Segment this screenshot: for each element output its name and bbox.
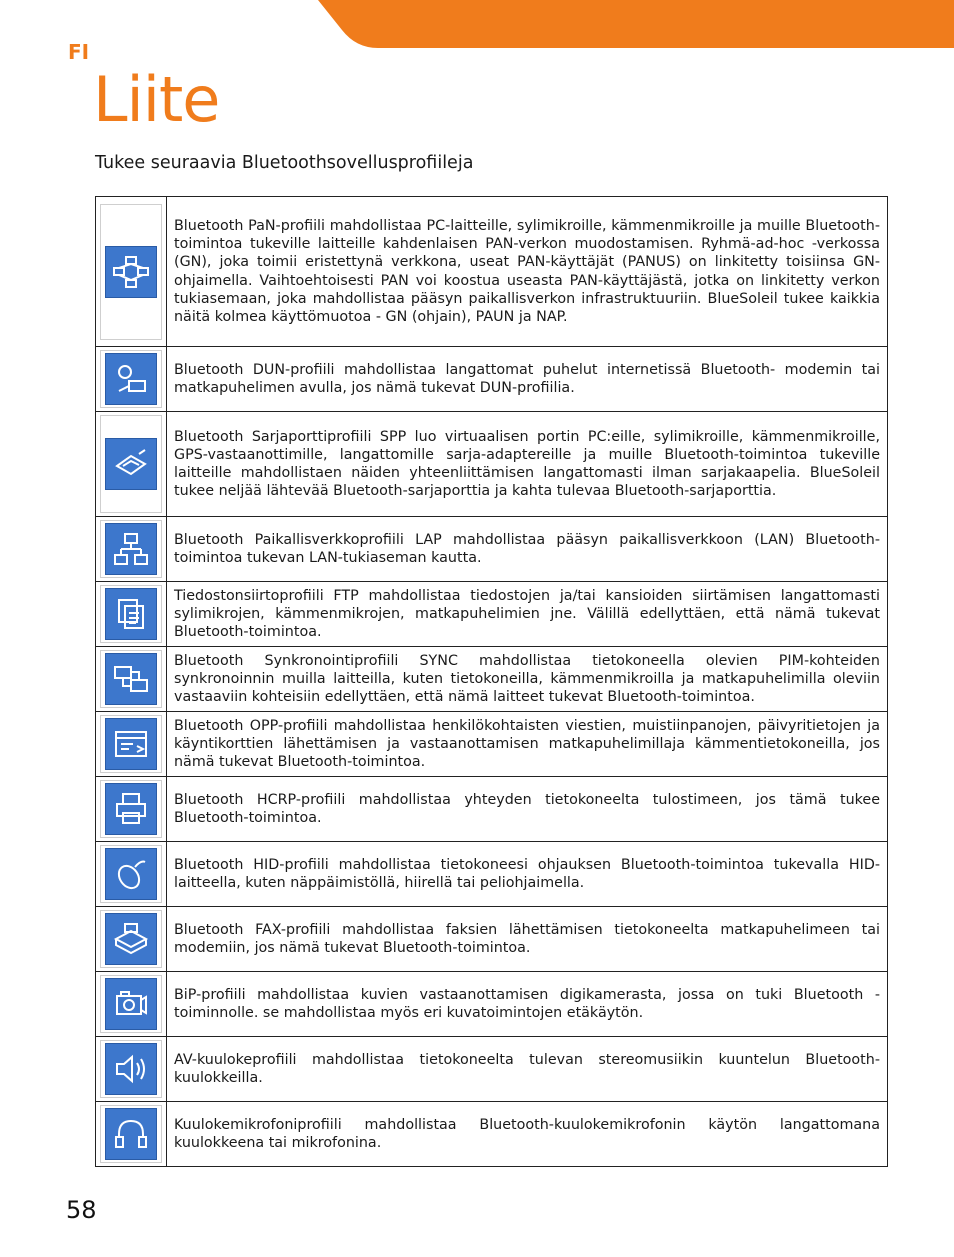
profile-description: Bluetooth OPP-profiili mahdollistaa henkilökohtaisten viestien, muistiinpanojen, päivyritietojen ja käyntikorttien lähettämisen ja vastaanottamisen matkapuhelimillaja kämmentietokoneilla, jos nämä tukevat Bluetooth-toimintoa.	[167, 712, 888, 777]
mouse-icon	[105, 848, 157, 900]
fax-icon	[105, 913, 157, 965]
serial-port-icon	[105, 438, 157, 490]
profile-description: Kuulokemikrofoniprofiili mahdollistaa Bluetooth-kuulokemikrofonin käytön langattomana kuulokkeena tai mikrofonina.	[167, 1102, 888, 1167]
profile-description: Bluetooth PaN-profiili mahdollistaa PC-laitteille, sylimikroille, kämmenmikroille ja muille Bluetooth-toimintoa tukeville laitteille kahdenlaisen PAN-verkon muodostamisen. Ryhmä-ad-hoc -verkossa (GN), joka toimii eristettynä verkkona, useat PAN-käyttäjät (PANUS) on linkitetty toisiinsa GN-ohjaimella. Vaihtoehtoisesti PAN voi koostua useasta PAN-käyttäjästä, jotka on linkitetty verkon tukiasemaan, joka mahdollistaa pääsyn paikallisverkon infrastruktuuriin. BlueSoleil tukee kaikkia näitä kolmea käyttömuotoa - GN (ohjain), PAUN ja NAP.	[167, 197, 888, 347]
profile-row-dun	[96, 347, 888, 412]
page-number: 58	[66, 1196, 97, 1224]
profile-row-bip	[96, 972, 888, 1037]
lan-access-icon	[105, 523, 157, 575]
profile-row-headset	[96, 1102, 888, 1167]
profile-row-hid	[96, 842, 888, 907]
file-transfer-icon	[105, 588, 157, 640]
profile-row-lap	[96, 517, 888, 582]
profile-description: Bluetooth Synkronointiprofiili SYNC mahdollistaa tietokoneella olevien PIM-kohteiden synkronoinnin muilla laitteilla, kuten tietokoneilla, kämmenmikroilla ja matkapuhelimilla oleviin vastaaviin kohteisiin edellyttäen, että nämä laitteet tukevat Bluetooth-toimintoa.	[167, 647, 888, 712]
profile-row-spp	[96, 412, 888, 517]
profile-row-ftp	[96, 582, 888, 647]
object-push-icon	[105, 718, 157, 770]
profile-description: Bluetooth HCRP-profiili mahdollistaa yhteyden tietokoneelta tulostimeen, jos tämä tukee Bluetooth-toimintoa.	[167, 777, 888, 842]
camera-icon	[105, 978, 157, 1030]
dialup-network-icon	[105, 353, 157, 405]
profile-description: AV-kuulokeprofiili mahdollistaa tietokoneelta tulevan stereomusiikin kuuntelun Bluetooth-kuulokkeilla.	[167, 1037, 888, 1102]
profile-row-sync	[96, 647, 888, 712]
profile-description: BiP-profiili mahdollistaa kuvien vastaanottamisen digikamerasta, jossa on tuki Bluetooth -toiminnolle. se mahdollistaa myös eri kuvatoimintojen etäkäytön.	[167, 972, 888, 1037]
language-code: FI	[68, 40, 90, 64]
profile-row-pan	[96, 197, 888, 347]
profile-description: Bluetooth Sarjaporttiprofiili SPP luo virtuaalisen portin PC:eille, sylimikroille, kämmenmikroille, GPS-vastaanottimille, langattomille sarja-adaptereille ja muille Bluetooth-toimintoa tukeville laitteille mahdollistaen näiden yhteenliittämisen langattomasti ilman sarjakaapelia. BlueSoleil tukee neljää lähtevää Bluetooth-sarjaporttia ja kahta tulevaa Bluetooth-sarjaporttia.	[167, 412, 888, 517]
profile-row-av	[96, 1037, 888, 1102]
profile-description: Bluetooth Paikallisverkkoprofiili LAP mahdollistaa pääsyn paikallisverkkoon (LAN) Bluetooth-toimintoa tukevan LAN-tukiaseman kautta.	[167, 517, 888, 582]
speaker-icon	[105, 1043, 157, 1095]
profile-row-fax	[96, 907, 888, 972]
profile-row-hcrp	[96, 777, 888, 842]
sync-icon	[105, 653, 157, 705]
pan-network-icon	[105, 246, 157, 298]
profile-description: Tiedostonsiirtoprofiili FTP mahdollistaa tiedostojen ja/tai kansioiden siirtämisen langattomasti sylimikrojen, kämmenmikrojen, matkapuhelimien jne. Välillä edellyttäen, että nämä tukevat Bluetooth-toimintoa.	[167, 582, 888, 647]
page-title: Liite	[93, 63, 220, 136]
profile-description: Bluetooth DUN-profiili mahdollistaa langattomat puhelut internetissä Bluetooth- modemin tai matkapuhelimen avulla, jos nämä tukevat DUN-profiilia.	[167, 347, 888, 412]
section-subtitle: Tukee seuraavia Bluetoothsovellusprofiileja	[95, 153, 474, 173]
profiles-table	[95, 196, 888, 1167]
profile-row-opp	[96, 712, 888, 777]
printer-icon	[105, 783, 157, 835]
orange-header-tab	[0, 0, 954, 50]
profile-description: Bluetooth FAX-profiili mahdollistaa faksien lähettämisen tietokoneelta matkapuhelimeen tai modemiin, jos nämä tukevat Bluetooth-toimintoa.	[167, 907, 888, 972]
headset-icon	[105, 1108, 157, 1160]
profile-description: Bluetooth HID-profiili mahdollistaa tietokoneesi ohjauksen Bluetooth-toimintoa tukevalla HID-laitteella, kuten näppäimistöllä, hiirellä tai peliohjaimella.	[167, 842, 888, 907]
